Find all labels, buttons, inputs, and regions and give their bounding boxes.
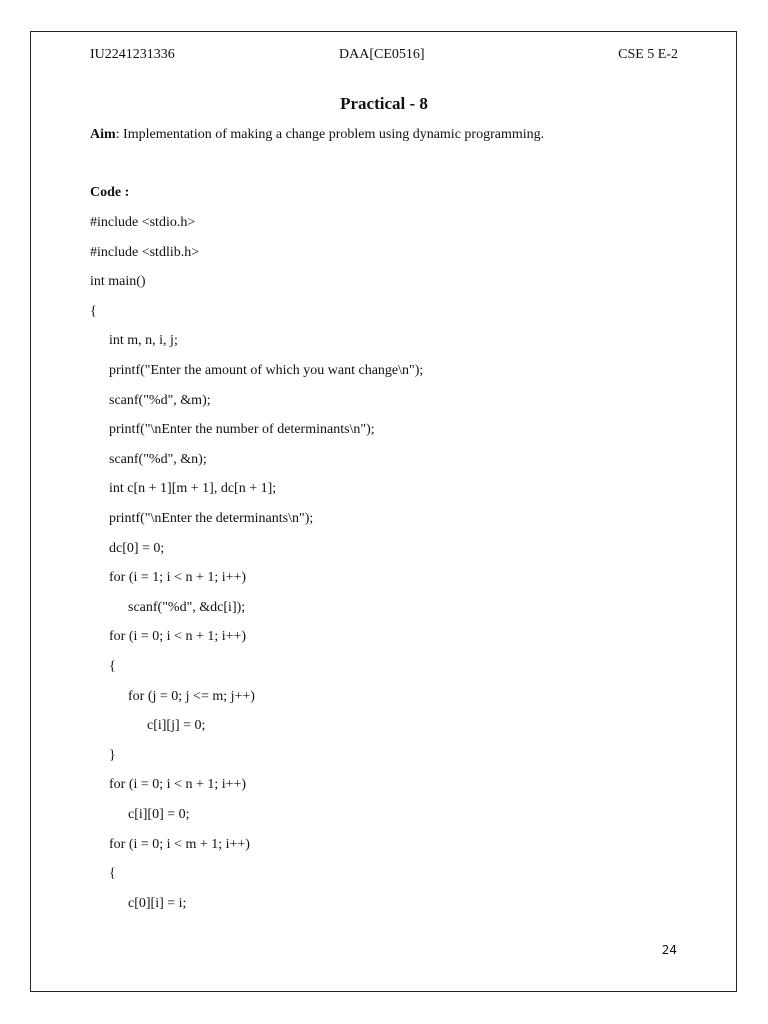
document-header [90, 47, 678, 65]
code-line: for (i = 0; i < n + 1; i++) [109, 777, 247, 792]
code-line: c[0][i] = i; [128, 896, 187, 911]
code-line: for (i = 1; i < n + 1; i++) [109, 570, 247, 585]
aim-statement [90, 127, 544, 143]
code-line: #include <stdlib.h> [90, 245, 200, 260]
page-number: 24 [661, 943, 677, 957]
code-line: c[i][j] = 0; [147, 718, 206, 733]
code-line: c[i][0] = 0; [128, 807, 190, 822]
enrollment-number: IU2241231336 [90, 47, 175, 62]
code-line: scanf("%d", &dc[i]); [128, 600, 246, 615]
code-line: printf("\nEnter the number of determinants\n"); [109, 422, 375, 437]
code-line: { [109, 866, 116, 881]
code-line: for (i = 0; i < m + 1; i++) [109, 837, 250, 852]
code-line: int m, n, i, j; [109, 333, 178, 348]
code-line: int c[n + 1][m + 1], dc[n + 1]; [109, 481, 277, 496]
code-line: int main() [90, 274, 146, 289]
subject-code: DAA[CE0516] [339, 47, 425, 62]
practical-title: Practical - 8 [340, 94, 428, 113]
code-line: dc[0] = 0; [109, 541, 165, 556]
aim-text: : Implementation of making a change problem using dynamic programming. [115, 127, 545, 142]
code-line: printf("\nEnter the determinants\n"); [109, 511, 314, 526]
code-line: #include <stdio.h> [90, 215, 196, 230]
code-line: scanf("%d", &m); [109, 393, 211, 408]
code-line: for (j = 0; j <= m; j++) [128, 689, 255, 704]
code-line: } [109, 748, 116, 763]
class-section: CSE 5 E-2 [618, 47, 678, 62]
code-block [0, 214, 768, 934]
code-line: scanf("%d", &n); [109, 452, 207, 467]
aim-label: Aim [90, 127, 116, 142]
code-line: printf("Enter the amount of which you want change\n"); [109, 363, 424, 378]
code-line: { [90, 304, 97, 319]
code-line: { [109, 659, 116, 674]
code-heading: Code : [90, 185, 130, 200]
code-line: for (i = 0; i < n + 1; i++) [109, 629, 247, 644]
